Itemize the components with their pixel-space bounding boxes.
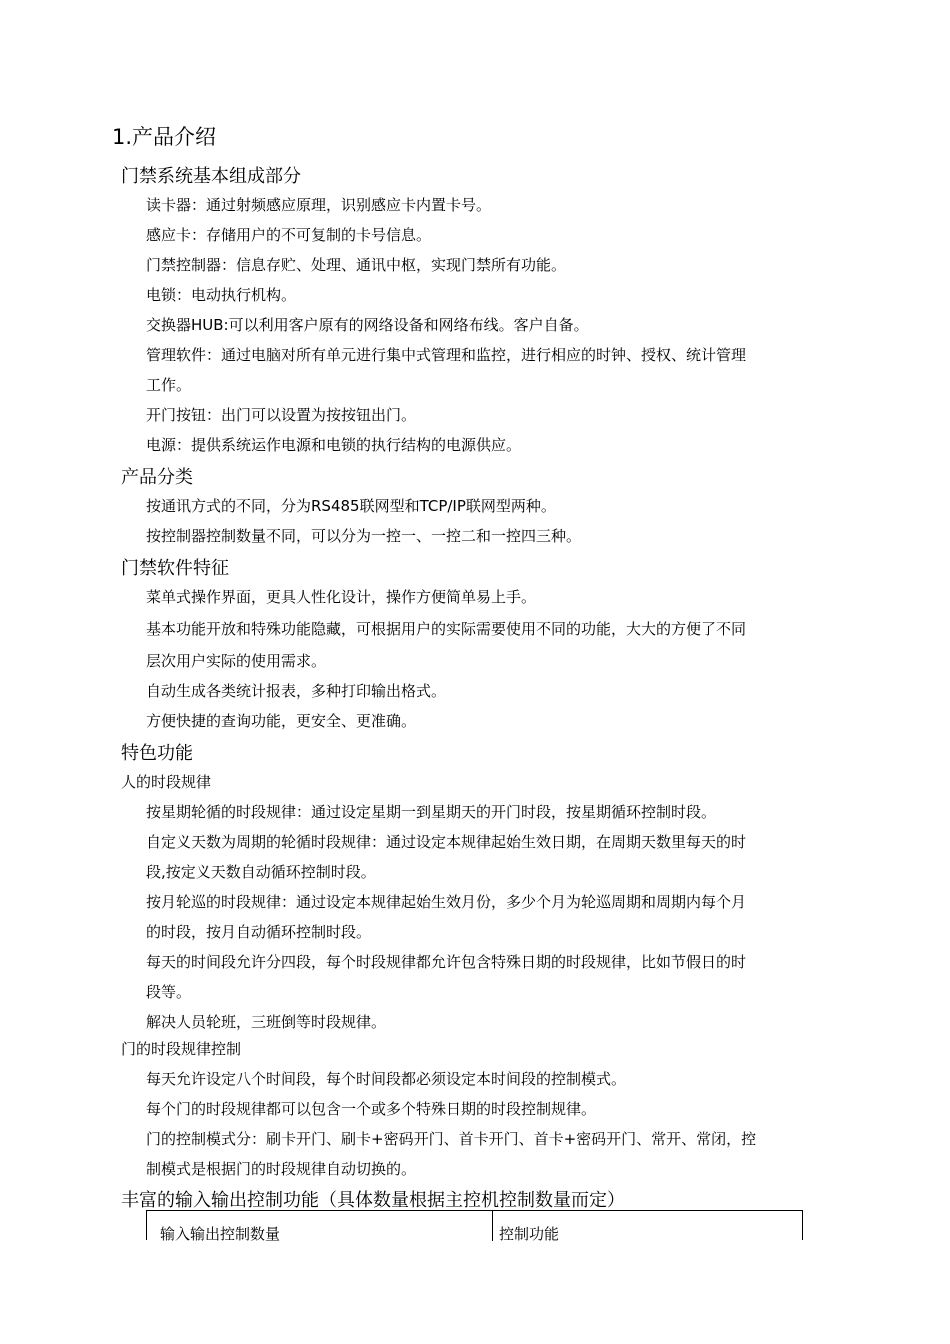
section-heading-category: 产品分类 (121, 467, 193, 488)
paragraph: 基本功能开放和特殊功能隐藏，可根据用户的实际需要使用不同的功能，大大的方便了不同 (146, 620, 747, 638)
section-heading-software: 门禁软件特征 (121, 558, 229, 579)
paragraph: 自定义天数为周期的轮循时段规律：通过设定本规律起始生效日期，在周期天数里每天的时 (146, 833, 747, 851)
paragraph: 方便快捷的查询功能，更安全、更准确。 (146, 712, 417, 730)
paragraph: 的时段，按月自动循环控制时段。 (146, 923, 372, 941)
paragraph: 开门按钮：出门可以设置为按按钮出门。 (146, 406, 417, 424)
paragraph: 解决人员轮班，三班倒等时段规律。 (146, 1013, 387, 1031)
table-column-divider (492, 1211, 493, 1241)
paragraph: 工作。 (146, 376, 192, 394)
section-heading-features: 特色功能 (121, 743, 193, 764)
paragraph: 按月轮巡的时段规律：通过设定本规律起始生效月份，多少个月为轮巡周期和周期内每个月 (146, 893, 747, 911)
page-title: 1.产品介绍 (112, 125, 217, 149)
paragraph: 感应卡：存储用户的不可复制的卡号信息。 (146, 226, 432, 244)
io-table (146, 1210, 803, 1243)
paragraph: 按通讯方式的不同，分为RS485联网型和TCP/IP联网型两种。 (146, 497, 556, 515)
paragraph: 层次用户实际的使用需求。 (146, 652, 327, 670)
paragraph: 每个门的时段规律都可以包含一个或多个特殊日期的时段控制规律。 (146, 1100, 597, 1118)
paragraph: 门的控制模式分：刷卡开门、刷卡+密码开门、首卡开门、首卡+密码开门、常开、常闭，控 (146, 1130, 757, 1148)
section-heading-basic: 门禁系统基本组成部分 (121, 166, 301, 187)
paragraph: 电锁：电动执行机构。 (146, 286, 297, 304)
paragraph: 自动生成各类统计报表，多种打印输出格式。 (146, 682, 447, 700)
paragraph: 按控制器控制数量不同，可以分为一控一、一控二和一控四三种。 (146, 527, 582, 545)
paragraph: 管理软件：通过电脑对所有单元进行集中式管理和监控，进行相应的时钟、授权、统计管理 (146, 346, 747, 364)
paragraph: 段等。 (146, 983, 192, 1001)
subsection-heading-person-rules: 人的时段规律 (121, 773, 212, 791)
table-header-cell: 控制功能 (499, 1225, 560, 1243)
section-heading-io: 丰富的输入输出控制功能（具体数量根据主控机控制数量而定） (121, 1190, 625, 1211)
paragraph: 电源：提供系统运作电源和电锁的执行结构的电源供应。 (146, 436, 522, 454)
subsection-heading-door-rules: 门的时段规律控制 (121, 1040, 242, 1058)
paragraph: 按星期轮循的时段规律：通过设定星期一到星期天的开门时段，按星期循环控制时段。 (146, 803, 717, 821)
paragraph: 读卡器：通过射频感应原理，识别感应卡内置卡号。 (146, 196, 492, 214)
paragraph: 制模式是根据门的时段规律自动切换的。 (146, 1160, 417, 1178)
paragraph: 每天允许设定八个时间段，每个时间段都必须设定本时间段的控制模式。 (146, 1070, 627, 1088)
paragraph: 门禁控制器：信息存贮、处理、通讯中枢，实现门禁所有功能。 (146, 256, 567, 274)
paragraph: 每天的时间段允许分四段，每个时段规律都允许包含特殊日期的时段规律，比如节假日的时 (146, 953, 747, 971)
paragraph: 段,按定义天数自动循环控制时段。 (146, 863, 376, 881)
paragraph: 交换器HUB:可以利用客户原有的网络设备和网络布线。客户自备。 (146, 316, 589, 334)
paragraph: 菜单式操作界面，更具人性化设计，操作方便简单易上手。 (146, 588, 537, 606)
table-header-cell: 输入输出控制数量 (160, 1225, 281, 1243)
